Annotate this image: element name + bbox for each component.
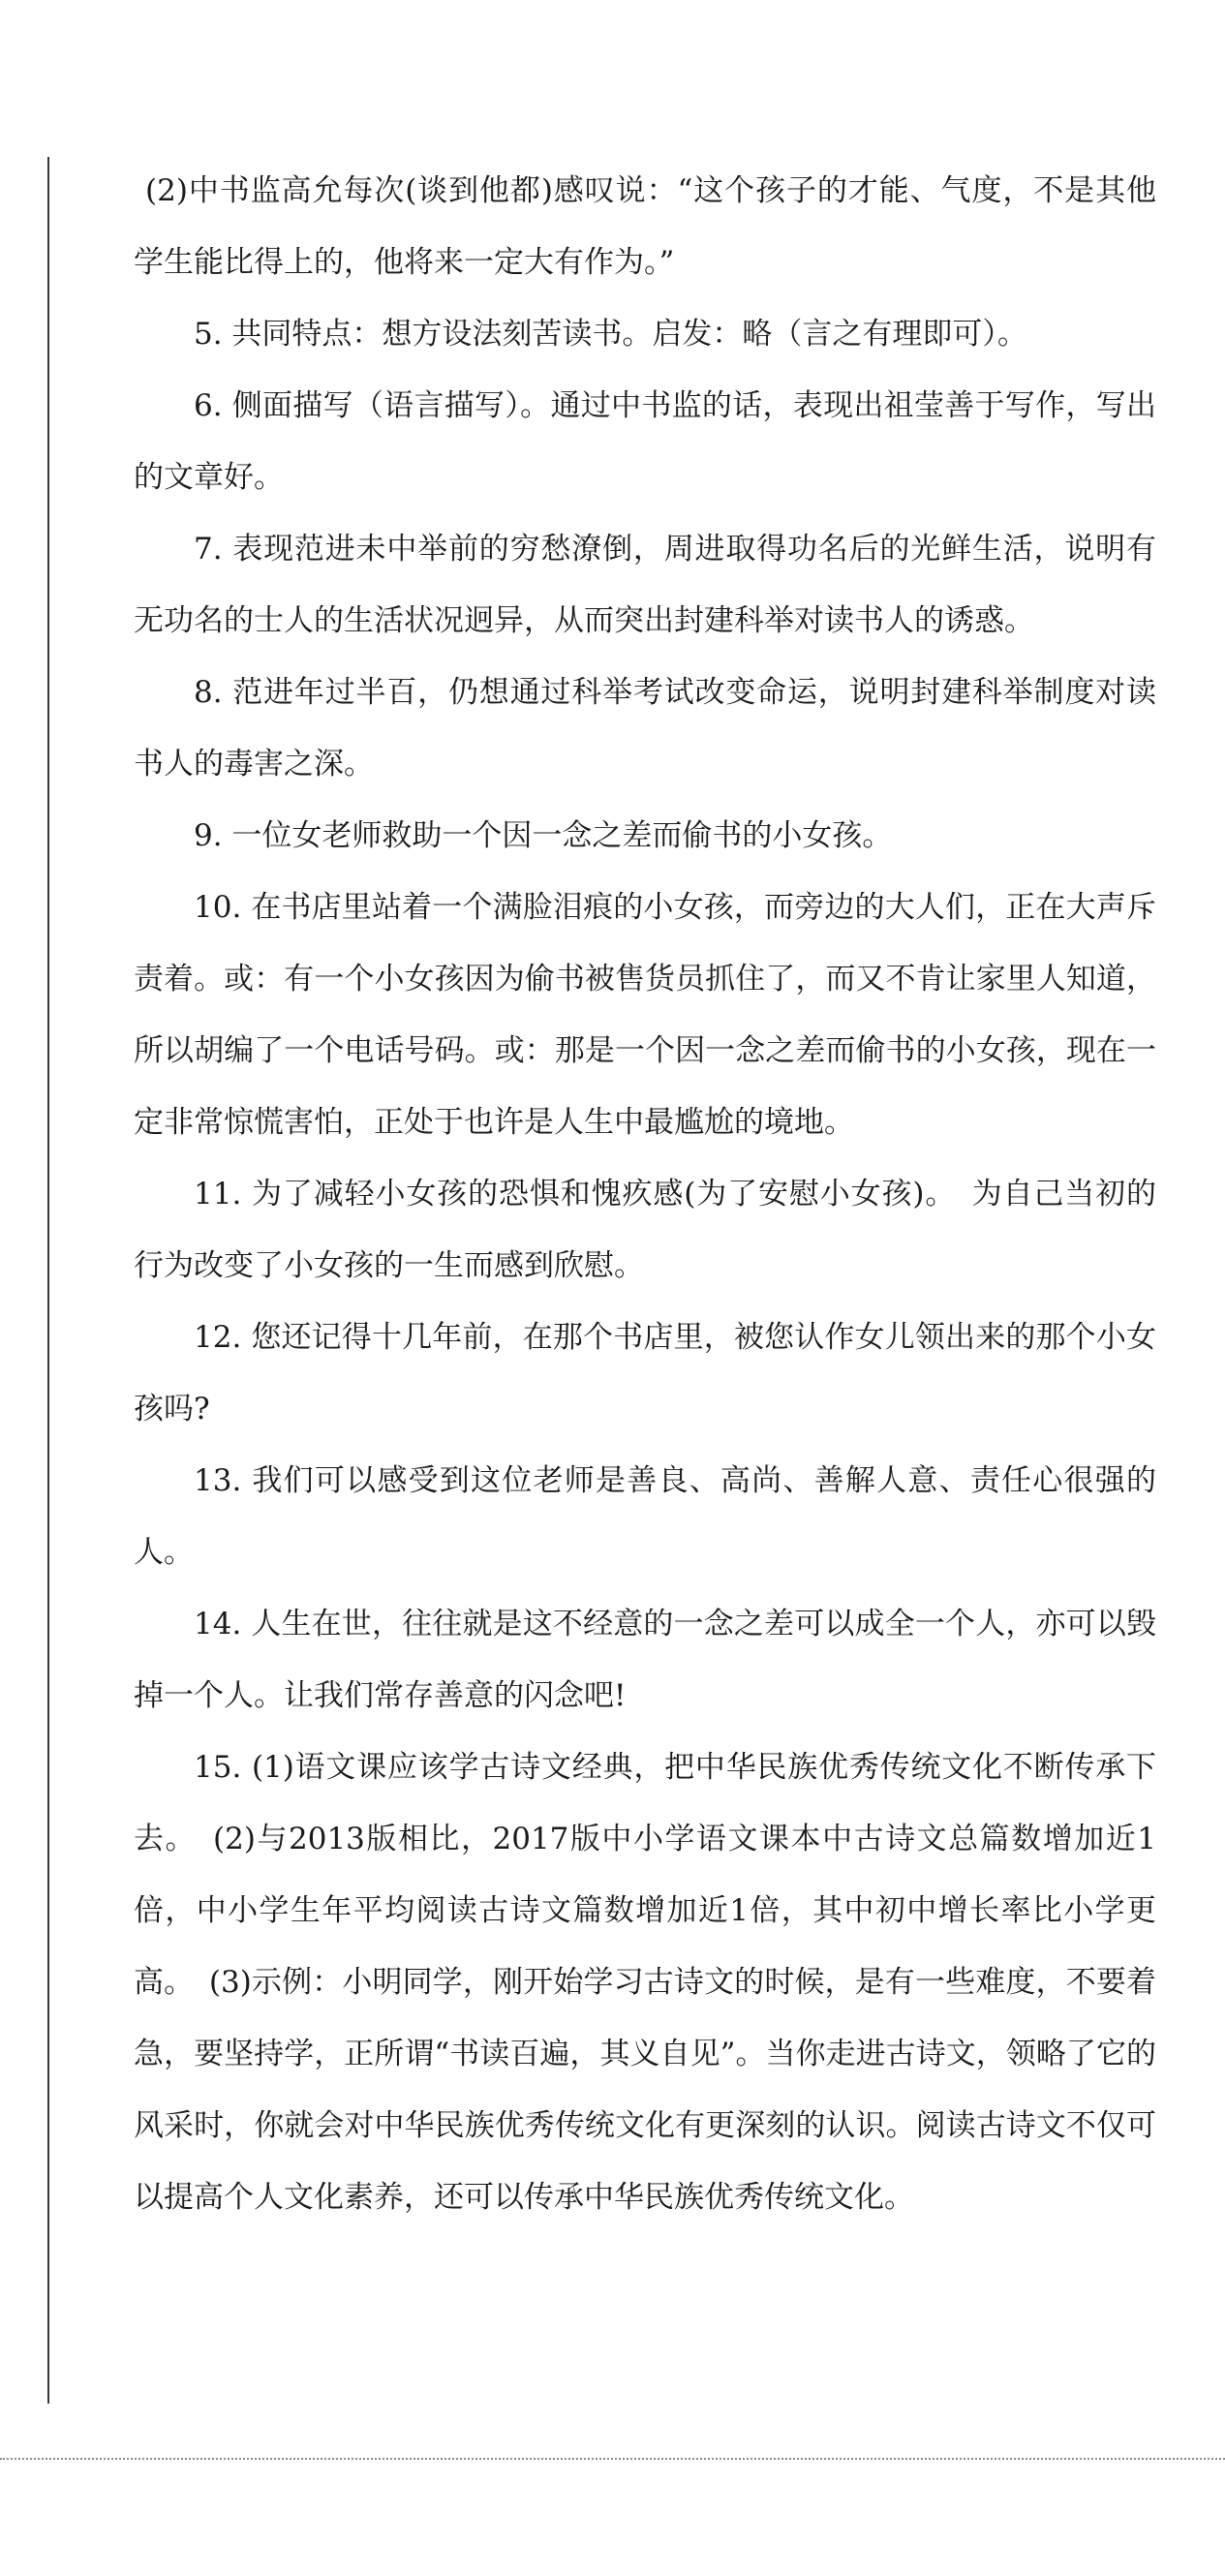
left-margin-rule bbox=[47, 157, 49, 2404]
answer-11: 11. 为了减轻小女孩的恐惧和愧疚感(为了安慰小女孩)。 为自己当初的行为改变了小女孩的一生而感到欣慰。 bbox=[134, 1177, 1156, 1283]
answer-9: 9. 一位女老师救助一个因一念之差而偷书的小女孩。 bbox=[194, 818, 893, 853]
answer-15: 15. (1)语文课应该学古诗文经典，把中华民族优秀传统文化不断传承下去。 (2)与2013版相比，2017版中小学语文课本中古诗文总篇数增加近1倍，中小学生年平均阅读古诗文篇数增加近1倍，其中初中增长率比小学更高。 (3)示例：小明同学，刚开始学习古诗文的时候，是有一些难度，不要着急，要坚持学，正所谓“书读百遍，其义自见”。当你走进古诗文，领略了它的风采时，你就会对中华民族优秀传统文化有更深刻的认识。阅读古诗文不仅可以提高个人文化素养，还可以传承中华民族优秀传统文化。 bbox=[134, 1750, 1156, 2215]
footer-dotted-rule bbox=[0, 2458, 1225, 2460]
answer-14: 14. 人生在世，往往就是这不经意的一念之差可以成全一个人，亦可以毁掉一个人。让我们常存善意的闪念吧! bbox=[134, 1607, 1156, 1713]
answer-text-block bbox=[134, 155, 1156, 2233]
answer-10: 10. 在书店里站着一个满脸泪痕的小女孩，而旁边的大人们，正在大声斥责着。或：有一个小女孩因为偷书被售货员抓住了，而又不肯让家里人知道，所以胡编了一个电话号码。或：那是一个因一念之差而偷书的小女孩，现在一定非常惊慌害怕，正处于也许是人生中最尴尬的境地。 bbox=[134, 890, 1156, 1140]
answer-7: 7. 表现范进未中举前的穷愁潦倒，周进取得功名后的光鲜生活，说明有无功名的士人的生活状况迥异，从而突出封建科举对读书人的诱惑。 bbox=[134, 532, 1156, 638]
answer-8: 8. 范进年过半百，仍想通过科举考试改变命运，说明封建科举制度对读书人的毒害之深。 bbox=[134, 675, 1156, 782]
answer-5: 5. 共同特点：想方设法刻苦读书。启发：略（言之有理即可）。 bbox=[194, 317, 1027, 352]
answer-12: 12. 您还记得十几年前，在那个书店里，被您认作女儿领出来的那个小女孩吗? bbox=[134, 1320, 1156, 1426]
answer-6: 6. 侧面描写（语言描写）。通过中书监的话，表现出祖莹善于写作，写出的文章好。 bbox=[134, 388, 1156, 495]
answer-4-part-2: (2)中书监高允每次(谈到他都)感叹说：“这个孩子的才能、气度，不是其他学生能比得上的，他将来一定大有作为。” bbox=[134, 173, 1156, 280]
answer-13: 13. 我们可以感受到这位老师是善良、高尚、善解人意、责任心很强的人。 bbox=[134, 1463, 1156, 1570]
